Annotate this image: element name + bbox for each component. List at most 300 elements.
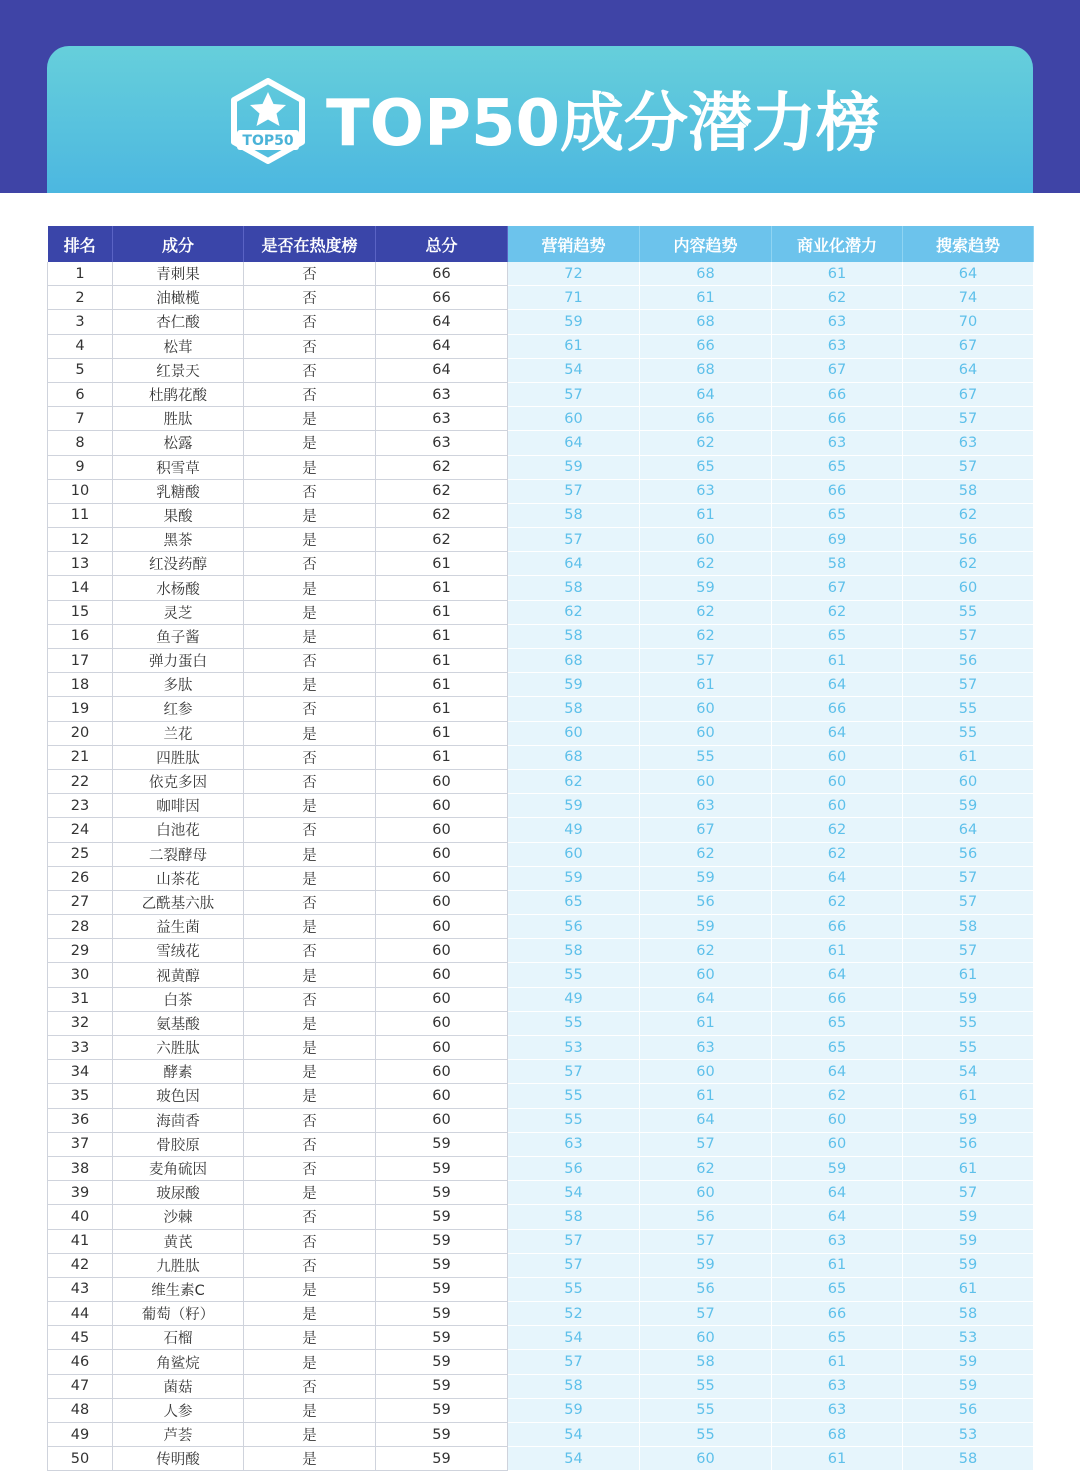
content-trend-cell: 62 bbox=[640, 842, 772, 866]
marketing-trend-cell: 60 bbox=[508, 721, 640, 745]
rank-cell: 11 bbox=[48, 503, 113, 527]
ingredient-cell: 红没药醇 bbox=[113, 552, 244, 576]
hot-list-cell: 是 bbox=[244, 1036, 376, 1060]
hot-list-cell: 是 bbox=[244, 1423, 376, 1447]
rank-cell: 3 bbox=[48, 310, 113, 334]
commercial-potential-cell: 66 bbox=[772, 407, 903, 431]
search-trend-cell: 54 bbox=[903, 1060, 1034, 1084]
search-trend-cell: 57 bbox=[903, 455, 1034, 479]
content-trend-cell: 61 bbox=[640, 1084, 772, 1108]
rank-cell: 32 bbox=[48, 1011, 113, 1035]
page-title: TOP50成分潜力榜 bbox=[326, 87, 881, 161]
rank-cell: 42 bbox=[48, 1253, 113, 1277]
search-trend-cell: 56 bbox=[903, 528, 1034, 552]
table-row bbox=[48, 1011, 1034, 1035]
ingredient-cell: 松茸 bbox=[113, 334, 244, 358]
marketing-trend-cell: 60 bbox=[508, 407, 640, 431]
marketing-trend-cell: 59 bbox=[508, 866, 640, 890]
marketing-trend-cell: 61 bbox=[508, 334, 640, 358]
content-trend-cell: 68 bbox=[640, 262, 772, 286]
hot-list-cell: 是 bbox=[244, 794, 376, 818]
marketing-trend-cell: 57 bbox=[508, 1350, 640, 1374]
search-trend-cell: 61 bbox=[903, 1277, 1034, 1301]
total-score-cell: 59 bbox=[376, 1229, 508, 1253]
search-trend-cell: 56 bbox=[903, 1132, 1034, 1156]
commercial-potential-cell: 60 bbox=[772, 1132, 903, 1156]
total-score-cell: 63 bbox=[376, 407, 508, 431]
total-score-cell: 60 bbox=[376, 1108, 508, 1132]
hot-list-cell: 否 bbox=[244, 1132, 376, 1156]
commercial-potential-cell: 63 bbox=[772, 431, 903, 455]
ingredient-cell: 乙酰基六肽 bbox=[113, 890, 244, 914]
marketing-trend-cell: 62 bbox=[508, 769, 640, 793]
ingredient-cell: 依克多因 bbox=[113, 769, 244, 793]
table-row bbox=[48, 794, 1034, 818]
rank-cell: 39 bbox=[48, 1181, 113, 1205]
hot-list-cell: 是 bbox=[244, 963, 376, 987]
hot-list-cell: 否 bbox=[244, 286, 376, 310]
marketing-trend-cell: 54 bbox=[508, 358, 640, 382]
table-row bbox=[48, 479, 1034, 503]
hot-list-cell: 是 bbox=[244, 1302, 376, 1326]
search-trend-cell: 53 bbox=[903, 1423, 1034, 1447]
total-score-cell: 60 bbox=[376, 963, 508, 987]
rank-cell: 40 bbox=[48, 1205, 113, 1229]
table-row bbox=[48, 600, 1034, 624]
ingredient-cell: 黑茶 bbox=[113, 528, 244, 552]
search-trend-cell: 61 bbox=[903, 745, 1034, 769]
rank-cell: 37 bbox=[48, 1132, 113, 1156]
total-score-cell: 60 bbox=[376, 769, 508, 793]
search-trend-cell: 58 bbox=[903, 915, 1034, 939]
marketing-trend-cell: 55 bbox=[508, 963, 640, 987]
marketing-trend-cell: 68 bbox=[508, 745, 640, 769]
ingredient-cell: 六胜肽 bbox=[113, 1036, 244, 1060]
content-trend-cell: 64 bbox=[640, 987, 772, 1011]
search-trend-cell: 60 bbox=[903, 576, 1034, 600]
marketing-trend-cell: 58 bbox=[508, 697, 640, 721]
total-score-cell: 59 bbox=[376, 1205, 508, 1229]
total-score-cell: 62 bbox=[376, 528, 508, 552]
ingredient-cell: 灵芝 bbox=[113, 600, 244, 624]
commercial-potential-cell: 62 bbox=[772, 600, 903, 624]
table-row bbox=[48, 721, 1034, 745]
ingredient-cell: 松露 bbox=[113, 431, 244, 455]
content-trend-cell: 62 bbox=[640, 939, 772, 963]
search-trend-cell: 57 bbox=[903, 624, 1034, 648]
rank-cell: 49 bbox=[48, 1423, 113, 1447]
header-content-trend: 内容趋势 bbox=[640, 226, 772, 262]
hot-list-cell: 否 bbox=[244, 1156, 376, 1180]
table-row bbox=[48, 1036, 1034, 1060]
total-score-cell: 61 bbox=[376, 721, 508, 745]
table-header-row bbox=[48, 226, 1034, 262]
table-row bbox=[48, 745, 1034, 769]
content-trend-cell: 55 bbox=[640, 1398, 772, 1422]
commercial-potential-cell: 60 bbox=[772, 745, 903, 769]
table-row bbox=[48, 649, 1034, 673]
total-score-cell: 61 bbox=[376, 600, 508, 624]
hot-list-cell: 是 bbox=[244, 1398, 376, 1422]
total-score-cell: 61 bbox=[376, 673, 508, 697]
table-row bbox=[48, 576, 1034, 600]
table-row bbox=[48, 382, 1034, 406]
commercial-potential-cell: 66 bbox=[772, 382, 903, 406]
marketing-trend-cell: 57 bbox=[508, 528, 640, 552]
content-trend-cell: 65 bbox=[640, 455, 772, 479]
search-trend-cell: 57 bbox=[903, 407, 1034, 431]
hot-list-cell: 是 bbox=[244, 1181, 376, 1205]
hot-list-cell: 是 bbox=[244, 1350, 376, 1374]
ingredient-cell: 九胜肽 bbox=[113, 1253, 244, 1277]
hot-list-cell: 否 bbox=[244, 697, 376, 721]
table-row bbox=[48, 503, 1034, 527]
commercial-potential-cell: 65 bbox=[772, 1277, 903, 1301]
content-trend-cell: 60 bbox=[640, 697, 772, 721]
content-trend-cell: 55 bbox=[640, 745, 772, 769]
table-row bbox=[48, 1350, 1034, 1374]
rank-cell: 7 bbox=[48, 407, 113, 431]
content-trend-cell: 61 bbox=[640, 286, 772, 310]
ingredient-cell: 杜鹃花酸 bbox=[113, 382, 244, 406]
commercial-potential-cell: 61 bbox=[772, 262, 903, 286]
rank-cell: 20 bbox=[48, 721, 113, 745]
search-trend-cell: 55 bbox=[903, 721, 1034, 745]
marketing-trend-cell: 57 bbox=[508, 1060, 640, 1084]
rank-cell: 38 bbox=[48, 1156, 113, 1180]
content-trend-cell: 56 bbox=[640, 890, 772, 914]
table-row bbox=[48, 1229, 1034, 1253]
total-score-cell: 61 bbox=[376, 576, 508, 600]
rank-cell: 45 bbox=[48, 1326, 113, 1350]
marketing-trend-cell: 64 bbox=[508, 431, 640, 455]
commercial-potential-cell: 64 bbox=[772, 673, 903, 697]
header-marketing-trend: 营销趋势 bbox=[508, 226, 640, 262]
table-row bbox=[48, 334, 1034, 358]
commercial-potential-cell: 61 bbox=[772, 1350, 903, 1374]
table-row bbox=[48, 1277, 1034, 1301]
search-trend-cell: 59 bbox=[903, 1253, 1034, 1277]
content-trend-cell: 60 bbox=[640, 963, 772, 987]
table-row bbox=[48, 1253, 1034, 1277]
marketing-trend-cell: 56 bbox=[508, 1156, 640, 1180]
table-row bbox=[48, 552, 1034, 576]
table-row bbox=[48, 358, 1034, 382]
hot-list-cell: 是 bbox=[244, 407, 376, 431]
marketing-trend-cell: 58 bbox=[508, 1205, 640, 1229]
rank-cell: 25 bbox=[48, 842, 113, 866]
rank-cell: 36 bbox=[48, 1108, 113, 1132]
marketing-trend-cell: 59 bbox=[508, 310, 640, 334]
hot-list-cell: 否 bbox=[244, 1108, 376, 1132]
marketing-trend-cell: 59 bbox=[508, 673, 640, 697]
content-trend-cell: 60 bbox=[640, 1181, 772, 1205]
header-rank: 排名 bbox=[48, 226, 113, 262]
hot-list-cell: 是 bbox=[244, 915, 376, 939]
table-row bbox=[48, 1398, 1034, 1422]
commercial-potential-cell: 61 bbox=[772, 939, 903, 963]
table-row bbox=[48, 1423, 1034, 1447]
search-trend-cell: 63 bbox=[903, 431, 1034, 455]
table-row bbox=[48, 310, 1034, 334]
content-trend-cell: 60 bbox=[640, 1060, 772, 1084]
total-score-cell: 59 bbox=[376, 1398, 508, 1422]
content-trend-cell: 64 bbox=[640, 382, 772, 406]
commercial-potential-cell: 65 bbox=[772, 503, 903, 527]
commercial-potential-cell: 67 bbox=[772, 576, 903, 600]
marketing-trend-cell: 55 bbox=[508, 1108, 640, 1132]
table-row bbox=[48, 769, 1034, 793]
table-row bbox=[48, 939, 1034, 963]
search-trend-cell: 57 bbox=[903, 866, 1034, 890]
total-score-cell: 63 bbox=[376, 382, 508, 406]
marketing-trend-cell: 59 bbox=[508, 794, 640, 818]
table-row bbox=[48, 262, 1034, 286]
marketing-trend-cell: 72 bbox=[508, 262, 640, 286]
table-row bbox=[48, 1084, 1034, 1108]
total-score-cell: 60 bbox=[376, 1060, 508, 1084]
total-score-cell: 60 bbox=[376, 939, 508, 963]
search-trend-cell: 67 bbox=[903, 334, 1034, 358]
commercial-potential-cell: 66 bbox=[772, 697, 903, 721]
total-score-cell: 66 bbox=[376, 262, 508, 286]
rank-cell: 26 bbox=[48, 866, 113, 890]
table-row bbox=[48, 987, 1034, 1011]
search-trend-cell: 59 bbox=[903, 794, 1034, 818]
total-score-cell: 60 bbox=[376, 818, 508, 842]
marketing-trend-cell: 57 bbox=[508, 1253, 640, 1277]
ingredient-cell: 传明酸 bbox=[113, 1447, 244, 1471]
table-row bbox=[48, 1181, 1034, 1205]
ingredient-cell: 沙棘 bbox=[113, 1205, 244, 1229]
commercial-potential-cell: 63 bbox=[772, 1374, 903, 1398]
commercial-potential-cell: 65 bbox=[772, 1326, 903, 1350]
rank-cell: 15 bbox=[48, 600, 113, 624]
search-trend-cell: 67 bbox=[903, 382, 1034, 406]
rank-cell: 13 bbox=[48, 552, 113, 576]
table-row bbox=[48, 866, 1034, 890]
search-trend-cell: 59 bbox=[903, 1350, 1034, 1374]
search-trend-cell: 53 bbox=[903, 1326, 1034, 1350]
rank-cell: 33 bbox=[48, 1036, 113, 1060]
table-row bbox=[48, 624, 1034, 648]
search-trend-cell: 61 bbox=[903, 963, 1034, 987]
content-trend-cell: 62 bbox=[640, 431, 772, 455]
content-trend-cell: 64 bbox=[640, 1108, 772, 1132]
ingredient-cell: 二裂酵母 bbox=[113, 842, 244, 866]
hot-list-cell: 否 bbox=[244, 1229, 376, 1253]
hot-list-cell: 否 bbox=[244, 479, 376, 503]
hot-list-cell: 否 bbox=[244, 1374, 376, 1398]
marketing-trend-cell: 58 bbox=[508, 576, 640, 600]
commercial-potential-cell: 62 bbox=[772, 890, 903, 914]
ingredient-cell: 角鲨烷 bbox=[113, 1350, 244, 1374]
search-trend-cell: 55 bbox=[903, 1036, 1034, 1060]
content-trend-cell: 55 bbox=[640, 1374, 772, 1398]
total-score-cell: 62 bbox=[376, 455, 508, 479]
ingredient-cell: 积雪草 bbox=[113, 455, 244, 479]
marketing-trend-cell: 49 bbox=[508, 987, 640, 1011]
total-score-cell: 60 bbox=[376, 890, 508, 914]
rank-cell: 8 bbox=[48, 431, 113, 455]
search-trend-cell: 56 bbox=[903, 1398, 1034, 1422]
header-ingredient: 成分 bbox=[113, 226, 244, 262]
content-trend-cell: 60 bbox=[640, 769, 772, 793]
content-trend-cell: 60 bbox=[640, 1326, 772, 1350]
hot-list-cell: 是 bbox=[244, 503, 376, 527]
search-trend-cell: 56 bbox=[903, 842, 1034, 866]
total-score-cell: 60 bbox=[376, 1036, 508, 1060]
ingredient-cell: 山茶花 bbox=[113, 866, 244, 890]
rank-cell: 22 bbox=[48, 769, 113, 793]
total-score-cell: 60 bbox=[376, 1084, 508, 1108]
table-row bbox=[48, 1108, 1034, 1132]
ingredient-cell: 青刺果 bbox=[113, 262, 244, 286]
total-score-cell: 61 bbox=[376, 552, 508, 576]
header-total-score: 总分 bbox=[376, 226, 508, 262]
hot-list-cell: 是 bbox=[244, 1084, 376, 1108]
hot-list-cell: 否 bbox=[244, 334, 376, 358]
total-score-cell: 59 bbox=[376, 1423, 508, 1447]
total-score-cell: 59 bbox=[376, 1302, 508, 1326]
total-score-cell: 59 bbox=[376, 1156, 508, 1180]
commercial-potential-cell: 66 bbox=[772, 915, 903, 939]
total-score-cell: 59 bbox=[376, 1253, 508, 1277]
search-trend-cell: 60 bbox=[903, 769, 1034, 793]
search-trend-cell: 57 bbox=[903, 673, 1034, 697]
table-row bbox=[48, 673, 1034, 697]
marketing-trend-cell: 59 bbox=[508, 1398, 640, 1422]
marketing-trend-cell: 54 bbox=[508, 1181, 640, 1205]
ingredient-cell: 水杨酸 bbox=[113, 576, 244, 600]
rank-cell: 44 bbox=[48, 1302, 113, 1326]
content-trend-cell: 61 bbox=[640, 1011, 772, 1035]
table-row bbox=[48, 1156, 1034, 1180]
ingredient-cell: 玻尿酸 bbox=[113, 1181, 244, 1205]
commercial-potential-cell: 65 bbox=[772, 624, 903, 648]
content-trend-cell: 60 bbox=[640, 721, 772, 745]
content-trend-cell: 57 bbox=[640, 1302, 772, 1326]
ingredient-cell: 玻色因 bbox=[113, 1084, 244, 1108]
hot-list-cell: 否 bbox=[244, 649, 376, 673]
total-score-cell: 59 bbox=[376, 1277, 508, 1301]
hot-list-cell: 是 bbox=[244, 866, 376, 890]
content-trend-cell: 66 bbox=[640, 334, 772, 358]
content-trend-cell: 63 bbox=[640, 1036, 772, 1060]
marketing-trend-cell: 54 bbox=[508, 1423, 640, 1447]
total-score-cell: 60 bbox=[376, 842, 508, 866]
total-score-cell: 64 bbox=[376, 334, 508, 358]
search-trend-cell: 57 bbox=[903, 939, 1034, 963]
content-trend-cell: 63 bbox=[640, 794, 772, 818]
hot-list-cell: 是 bbox=[244, 528, 376, 552]
marketing-trend-cell: 65 bbox=[508, 890, 640, 914]
table-row bbox=[48, 455, 1034, 479]
content-trend-cell: 59 bbox=[640, 1253, 772, 1277]
marketing-trend-cell: 58 bbox=[508, 503, 640, 527]
ingredient-cell: 咖啡因 bbox=[113, 794, 244, 818]
total-score-cell: 62 bbox=[376, 503, 508, 527]
rank-cell: 24 bbox=[48, 818, 113, 842]
hot-list-cell: 是 bbox=[244, 455, 376, 479]
total-score-cell: 62 bbox=[376, 479, 508, 503]
search-trend-cell: 57 bbox=[903, 890, 1034, 914]
content-trend-cell: 62 bbox=[640, 624, 772, 648]
content-trend-cell: 57 bbox=[640, 1132, 772, 1156]
commercial-potential-cell: 60 bbox=[772, 794, 903, 818]
content-trend-cell: 59 bbox=[640, 915, 772, 939]
marketing-trend-cell: 56 bbox=[508, 915, 640, 939]
rank-cell: 1 bbox=[48, 262, 113, 286]
hot-list-cell: 否 bbox=[244, 262, 376, 286]
total-score-cell: 64 bbox=[376, 358, 508, 382]
hot-list-cell: 否 bbox=[244, 552, 376, 576]
marketing-trend-cell: 60 bbox=[508, 842, 640, 866]
rank-cell: 29 bbox=[48, 939, 113, 963]
search-trend-cell: 61 bbox=[903, 1156, 1034, 1180]
rank-cell: 16 bbox=[48, 624, 113, 648]
commercial-potential-cell: 62 bbox=[772, 1084, 903, 1108]
commercial-potential-cell: 61 bbox=[772, 1447, 903, 1471]
marketing-trend-cell: 49 bbox=[508, 818, 640, 842]
search-trend-cell: 55 bbox=[903, 697, 1034, 721]
total-score-cell: 61 bbox=[376, 745, 508, 769]
search-trend-cell: 59 bbox=[903, 1205, 1034, 1229]
total-score-cell: 59 bbox=[376, 1447, 508, 1471]
marketing-trend-cell: 55 bbox=[508, 1084, 640, 1108]
ranking-table bbox=[47, 226, 1034, 1471]
table-row bbox=[48, 1205, 1034, 1229]
ingredient-cell: 氨基酸 bbox=[113, 1011, 244, 1035]
table-row bbox=[48, 697, 1034, 721]
commercial-potential-cell: 68 bbox=[772, 1423, 903, 1447]
total-score-cell: 61 bbox=[376, 624, 508, 648]
hot-list-cell: 否 bbox=[244, 890, 376, 914]
commercial-potential-cell: 63 bbox=[772, 1229, 903, 1253]
table-row bbox=[48, 818, 1034, 842]
content-trend-cell: 59 bbox=[640, 866, 772, 890]
table-body bbox=[48, 262, 1034, 1471]
total-score-cell: 59 bbox=[376, 1132, 508, 1156]
hot-list-cell: 否 bbox=[244, 769, 376, 793]
rank-cell: 4 bbox=[48, 334, 113, 358]
search-trend-cell: 70 bbox=[903, 310, 1034, 334]
ingredient-cell: 石榴 bbox=[113, 1326, 244, 1350]
search-trend-cell: 57 bbox=[903, 1181, 1034, 1205]
hot-list-cell: 是 bbox=[244, 1447, 376, 1471]
commercial-potential-cell: 64 bbox=[772, 721, 903, 745]
total-score-cell: 59 bbox=[376, 1181, 508, 1205]
content-trend-cell: 68 bbox=[640, 310, 772, 334]
header-commercial-potential: 商业化潜力 bbox=[772, 226, 903, 262]
hot-list-cell: 是 bbox=[244, 624, 376, 648]
ingredient-cell: 果酸 bbox=[113, 503, 244, 527]
search-trend-cell: 64 bbox=[903, 818, 1034, 842]
ingredient-cell: 黄芪 bbox=[113, 1229, 244, 1253]
table-row bbox=[48, 1374, 1034, 1398]
rank-cell: 41 bbox=[48, 1229, 113, 1253]
badge-text: TOP50 bbox=[242, 133, 294, 149]
rank-cell: 14 bbox=[48, 576, 113, 600]
commercial-potential-cell: 64 bbox=[772, 1060, 903, 1084]
commercial-potential-cell: 66 bbox=[772, 479, 903, 503]
rank-cell: 19 bbox=[48, 697, 113, 721]
ingredient-cell: 红景天 bbox=[113, 358, 244, 382]
table-row bbox=[48, 1060, 1034, 1084]
commercial-potential-cell: 64 bbox=[772, 1181, 903, 1205]
total-score-cell: 60 bbox=[376, 1011, 508, 1035]
ingredient-cell: 视黄醇 bbox=[113, 963, 244, 987]
